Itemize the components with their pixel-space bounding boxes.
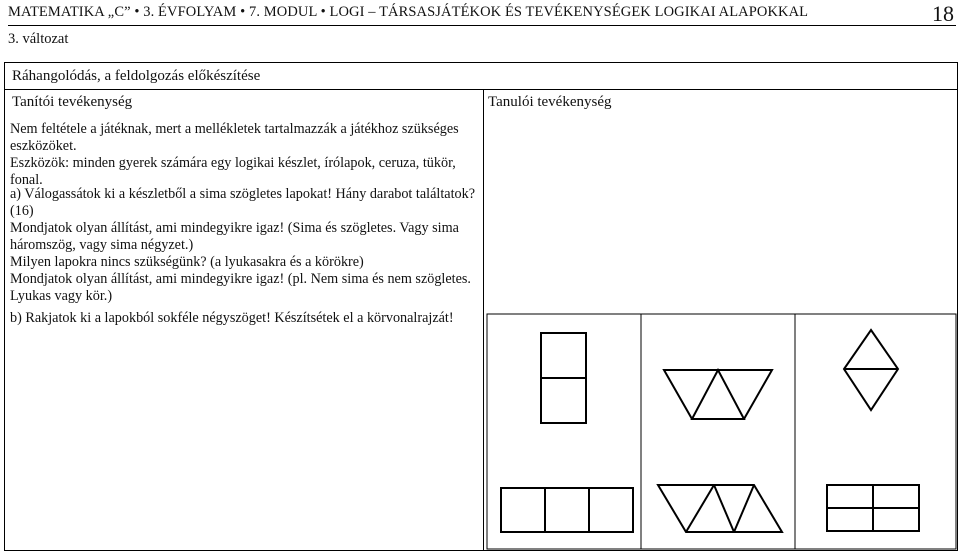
intro-paragraph bbox=[10, 121, 478, 189]
task-a-paragraph bbox=[10, 186, 478, 305]
triangle-rhombus-shape bbox=[844, 330, 898, 410]
header-title: MATEMATIKA „C” • 3. ÉVFOLYAM • 7. MODUL • LOGI – TÁRSASJÁTÉKOK ÉS TEVÉKENYSÉGEK LOGIKAI ALAPOKKAL bbox=[8, 4, 809, 20]
table-border-right bbox=[957, 62, 958, 551]
text-line: (16) bbox=[10, 203, 34, 219]
triangle-parallelogram-shape bbox=[658, 485, 782, 532]
two-squares-vertical-shape bbox=[541, 333, 586, 423]
task-b-paragraph bbox=[10, 310, 478, 327]
four-squares-shape bbox=[827, 485, 919, 531]
column-divider bbox=[483, 89, 484, 551]
table-border-left bbox=[4, 62, 5, 551]
three-squares-horizontal-shape bbox=[501, 488, 633, 532]
header-rule bbox=[8, 25, 956, 26]
text-line: Mondjatok olyan állítást, ami mindegyikre igaz! (Sima és szögletes. Vagy sima bbox=[10, 220, 459, 236]
text-line: b) Rakjatok ki a lapokból sokféle négyszöget! Készítsétek el a körvonalrajzát! bbox=[10, 310, 454, 326]
table-border-bottom bbox=[4, 550, 958, 551]
text-line: Mondjatok olyan állítást, ami mindegyikre igaz! (pl. Nem sima és nem szögletes. bbox=[10, 271, 471, 287]
text-line: Eszközök: minden gyerek számára egy logikai készlet, írólapok, ceruza, tükör, bbox=[10, 155, 456, 171]
drawings-frame bbox=[487, 314, 956, 549]
text-line: háromszög, vagy sima négyzet.) bbox=[10, 237, 194, 253]
column-header-teacher: Tanítói tevékenység bbox=[12, 94, 133, 110]
page-header bbox=[8, 2, 956, 24]
text-line: fonal. bbox=[10, 172, 43, 188]
table-border-top bbox=[4, 62, 958, 63]
text-line: Nem feltétele a játéknak, mert a mellékletek tartalmazzák a játékhoz szükséges bbox=[10, 121, 459, 137]
page-number: 18 bbox=[932, 1, 954, 26]
column-header-student: Tanulói tevékenység bbox=[488, 94, 612, 110]
text-line: eszközöket. bbox=[10, 138, 77, 154]
text-line: a) Válogassátok ki a készletből a sima szögletes lapokat! Hány darabot találtatok? bbox=[10, 186, 476, 202]
text-line: Milyen lapokra nincs szükségünk? (a lyukasakra és a körökre) bbox=[10, 254, 364, 270]
section-title: Ráhangolódás, a feldolgozás előkészítése bbox=[12, 68, 261, 84]
text-line: Lyukas vagy kör.) bbox=[10, 288, 113, 304]
variant-label: 3. változat bbox=[8, 31, 69, 47]
triangle-trapezoid-shape bbox=[664, 370, 772, 419]
table-row-divider bbox=[4, 89, 958, 90]
quadrilateral-drawings bbox=[486, 313, 957, 550]
